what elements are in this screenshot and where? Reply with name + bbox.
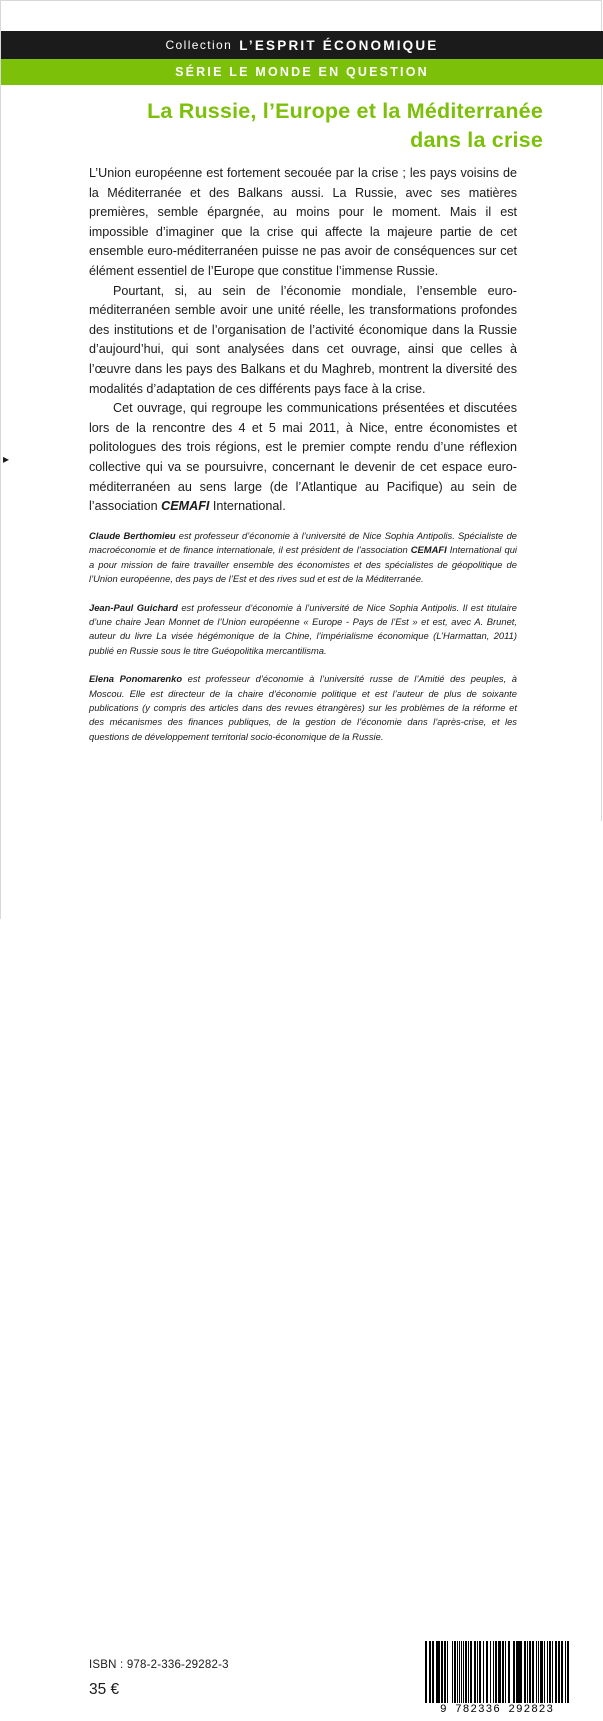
bio-item xyxy=(89,529,517,587)
bio-text-before: est professeur d’économie à l’université russe de l’Amitié des peuples, à Moscou. Elle est directeur de la chaire d’économie politique et est l’auteur de plus de soixante publications (y compris des articles dans des revues étrangères) sur les problèmes de la réforme et des mécanismes des finances publiques, de la gestion de l’économie dans l’après-crise, et les questions de développement territorial socio-économique de la Russie. xyxy=(89,673,517,742)
barcode-bars xyxy=(425,1641,569,1703)
author-bios xyxy=(89,529,517,758)
book-title-line2: dans la crise xyxy=(410,128,543,152)
book-title xyxy=(61,97,543,155)
serie-label: SÉRIE LE MONDE EN QUESTION xyxy=(175,65,429,79)
barcode xyxy=(425,1641,569,1721)
isbn-text: ISBN : 978-2-336-29282-3 xyxy=(89,1659,229,1671)
bio-text-after: International qui a pour mission de faire travailler ensemble des économistes et des spécialistes de géopolitique de l’Union européenne, des pays de l’Est et des rives sud et est de la Méditerranée. xyxy=(89,544,517,585)
bio-text-before: est professeur d’économie à l’université de Nice Sophia Antipolis. Il est titulaire d’une chaire Jean Monnet de l’Union européenne « Europe - Pays de l’Est » et est, avec A. Brunet, auteur du livre La visée hégémonique de la Chine, l’impérialisme économique (L’Harmattan, 2011) publié en Russie sous le titre Guéopolitika mercantilisma. xyxy=(89,601,517,656)
collection-name: L’ESPRIT ÉCONOMIQUE xyxy=(239,37,439,53)
cemafi-label: CEMAFI xyxy=(410,544,447,556)
collection-line xyxy=(1,31,603,59)
summary-paragraph-1: L’Union européenne est fortement secouée par la crise ; les pays voisins de la Méditerranée et des Balkans aussi. La Russie, avec ses matières premières, semble épargnée, au moins pour le moment. Mais il est impossible d’imaginer que la crise qui affecte la majeure partie de cet ensemble euro-méditerranéen puisse ne pas avoir de conséquences sur cet élément essentiel de l’Europe que constitue l’immense Russie. xyxy=(89,166,517,278)
footer-area xyxy=(1,821,603,1716)
barcode-digits: 9 782336 292823 xyxy=(439,1704,555,1716)
cemafi-label: CEMAFI xyxy=(161,499,210,514)
author-name: Elena Ponomarenko xyxy=(89,673,183,685)
summary-paragraph-3 xyxy=(89,399,517,517)
bio-text-before: est professeur d’économie à l’université de Nice Sophia Antipolis. Spécialiste de macroéconomie et de finance internationale, il est président de l’association xyxy=(89,530,517,556)
collection-word: Collection xyxy=(165,38,233,52)
summary-paragraph-3-after: International. xyxy=(209,499,286,514)
book-title-line1: La Russie, l’Europe et la Méditerranée xyxy=(147,99,543,123)
author-name: Jean-Paul Guichard xyxy=(89,601,178,613)
price-text: 35 € xyxy=(89,1681,120,1698)
summary-paragraph-3-before: Cet ouvrage, qui regroupe les communications présentées et discutées lors de la rencontre des 4 et 5 mai 2011, à Nice, entre économistes et politologues des trois régions, est le premier compte rendu d’une réflexion collective qui va se poursuivre, concernant le devenir de cet espace euro-méditerranéen au sens large (de l’Atlantique au Pacifique) au sein de l’association xyxy=(89,401,517,514)
author-name: Claude Berthomieu xyxy=(89,530,176,541)
summary-paragraph-2: Pourtant, si, au sein de l’économie mondiale, l’ensemble euro-méditerranéen semble avoir une unité réelle, les transformations profondes des institutions et de l’organisation de l’activité économique dans la Russie d’aujourd’hui, qui sont analysées dans cet ouvrage, ainsi que celles à l’œuvre dans les pays des Balkans et du Maghreb, montrent la diversité des modalités d’adaptation de ces différents pays face à la crise. xyxy=(89,283,517,396)
bio-item xyxy=(89,672,517,744)
spine-mark: ▸ xyxy=(3,452,10,466)
summary-text xyxy=(89,164,517,517)
bio-item xyxy=(89,601,517,659)
